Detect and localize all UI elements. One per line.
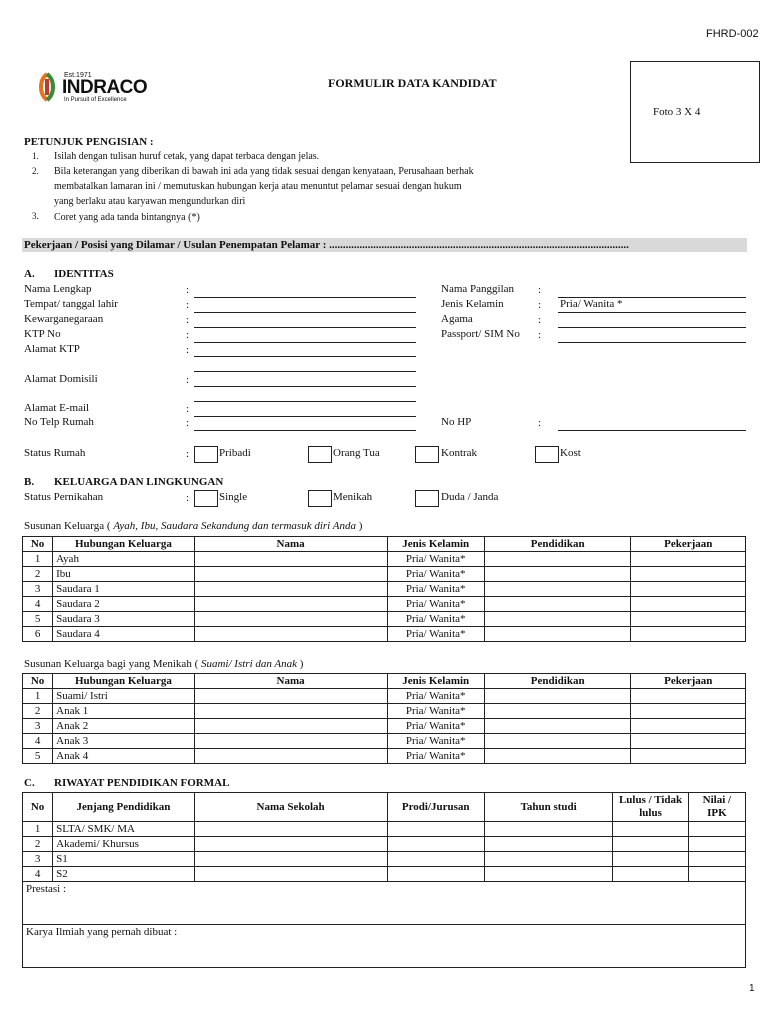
input-ktp[interactable] — [194, 342, 416, 343]
job-cell[interactable] — [631, 704, 746, 719]
table-row — [23, 689, 746, 704]
checkbox-kontrak[interactable] — [415, 446, 439, 463]
table-row — [23, 837, 746, 852]
row-number: 2 — [23, 704, 53, 719]
row-number: 5 — [23, 749, 53, 764]
table-row — [23, 719, 746, 734]
checkbox-menikah[interactable] — [308, 490, 332, 507]
years-cell[interactable] — [484, 867, 613, 882]
input-alamat-ktp-2[interactable] — [194, 371, 416, 372]
col-header: Hubungan Keluarga — [53, 674, 195, 689]
option-duda-janda: Duda / Janda — [441, 491, 499, 503]
family-table-2-caption — [24, 658, 303, 670]
row-number: 5 — [23, 612, 53, 627]
row-number: 2 — [23, 567, 53, 582]
grade-cell[interactable] — [688, 867, 745, 882]
page-number: 1 — [749, 983, 755, 994]
relation-cell: Anak 1 — [53, 704, 195, 719]
major-cell[interactable] — [387, 852, 484, 867]
input-alamat-ktp-1[interactable] — [194, 356, 416, 357]
caption-italic: Suami/ Istri dan Anak — [200, 658, 298, 670]
name-cell[interactable] — [194, 582, 387, 597]
table-row — [23, 704, 746, 719]
section-c-num: C. — [24, 777, 35, 789]
level-cell: S1 — [53, 852, 195, 867]
relation-cell: Anak 3 — [53, 734, 195, 749]
name-cell[interactable] — [194, 734, 387, 749]
instruction-text-2a: Bila keterangan yang diberikan di bawah ini ada yang tidak sesuai dengan kenyataan, Perusahaan berhak — [54, 166, 474, 177]
education-cell[interactable] — [484, 704, 631, 719]
page-title: FORMULIR DATA KANDIDAT — [328, 76, 497, 90]
gender-cell[interactable]: Pria/ Wanita* — [387, 597, 484, 612]
row-number: 2 — [23, 837, 53, 852]
gender-cell[interactable]: Pria/ Wanita* — [387, 567, 484, 582]
col-header: Nama Sekolah — [194, 793, 387, 822]
relation-cell: Saudara 3 — [53, 612, 195, 627]
section-c-title: RIWAYAT PENDIDIKAN FORMAL — [54, 777, 230, 789]
input-no-hp[interactable] — [558, 430, 746, 431]
field-label-email: Alamat E-mail — [24, 402, 90, 414]
row-number: 4 — [23, 597, 53, 612]
name-cell[interactable] — [194, 612, 387, 627]
gender-cell[interactable]: Pria/ Wanita* — [387, 612, 484, 627]
caption-suffix: ) — [356, 520, 363, 532]
family-table-1-caption — [24, 520, 362, 532]
colon: : — [538, 417, 542, 429]
karya-row — [23, 925, 746, 968]
school-cell[interactable] — [194, 867, 387, 882]
photo-box — [630, 61, 760, 163]
gender-cell[interactable]: Pria/ Wanita* — [387, 734, 484, 749]
instruction-text-2b: membatalkan lamaran ini / memutuskan hubungan kerja atau menuntut pelamar sesuai dengan hukum — [54, 181, 462, 192]
grade-cell[interactable] — [688, 822, 745, 837]
gender-cell[interactable]: Pria/ Wanita* — [387, 689, 484, 704]
table-row — [23, 749, 746, 764]
job-cell[interactable] — [631, 612, 746, 627]
input-agama[interactable] — [558, 327, 746, 328]
job-cell[interactable] — [631, 749, 746, 764]
caption-italic: Ayah, Ibu, Saudara Sekandung dan termasuk diri Anda — [113, 520, 357, 532]
row-number: 3 — [23, 719, 53, 734]
row-number: 3 — [23, 852, 53, 867]
status-rumah-label: Status Rumah — [24, 447, 86, 459]
level-cell: S2 — [53, 867, 195, 882]
grade-cell[interactable] — [688, 852, 745, 867]
level-cell: SLTA/ SMK/ MA — [53, 822, 195, 837]
relation-cell: Ibu — [53, 567, 195, 582]
row-number: 4 — [23, 867, 53, 882]
input-kewarganegaraan[interactable] — [194, 327, 416, 328]
colon: : — [186, 299, 190, 311]
option-pribadi: Pribadi — [219, 447, 251, 459]
job-cell[interactable] — [631, 582, 746, 597]
option-kost: Kost — [560, 447, 581, 459]
family-table-1 — [22, 536, 746, 642]
education-cell[interactable] — [484, 627, 631, 642]
input-telp-rumah[interactable] — [194, 430, 416, 431]
major-cell[interactable] — [387, 822, 484, 837]
section-b-title: KELUARGA DAN LINGKUNGAN — [54, 476, 224, 488]
section-a-title: IDENTITAS — [54, 268, 114, 280]
field-label-kewarganegaraan: Kewarganegaraan — [24, 313, 104, 325]
job-cell[interactable] — [631, 597, 746, 612]
marital-label: Status Pernikahan — [24, 491, 104, 503]
major-cell[interactable] — [387, 867, 484, 882]
graduated-cell[interactable] — [613, 822, 688, 837]
table-row — [23, 627, 746, 642]
job-cell[interactable] — [631, 719, 746, 734]
row-number: 4 — [23, 734, 53, 749]
row-number: 1 — [23, 689, 53, 704]
field-label-ktp: KTP No — [24, 328, 61, 340]
col-header: Jenis Kelamin — [387, 674, 484, 689]
prestasi-field[interactable]: Prestasi : — [23, 882, 746, 925]
input-email[interactable] — [194, 416, 416, 417]
job-cell[interactable] — [631, 734, 746, 749]
col-header: Jenjang Pendidikan — [53, 793, 195, 822]
field-label-nama-lengkap: Nama Lengkap — [24, 283, 92, 295]
col-header: Prodi/Jurusan — [387, 793, 484, 822]
gender-cell[interactable]: Pria/ Wanita* — [387, 582, 484, 597]
name-cell[interactable] — [194, 552, 387, 567]
colon: : — [186, 417, 190, 429]
job-cell[interactable] — [631, 627, 746, 642]
name-cell[interactable] — [194, 689, 387, 704]
col-header: Lulus / Tidak lulus — [613, 793, 688, 822]
graduated-cell[interactable] — [613, 867, 688, 882]
col-header: Nama — [194, 674, 387, 689]
checkbox-single[interactable] — [194, 490, 218, 507]
input-tempat-lahir[interactable] — [194, 312, 416, 313]
col-header: Jenis Kelamin — [387, 537, 484, 552]
instruction-text-1: Isilah dengan tulisan huruf cetak, yang dapat terbaca dengan jelas. — [54, 151, 320, 162]
table-row — [23, 852, 746, 867]
position-banner[interactable]: Pekerjaan / Posisi yang Dilamar / Usulan Penempatan Pelamar : ............................................................................................................. — [22, 238, 747, 252]
input-alamat-domisili-1[interactable] — [194, 386, 416, 387]
field-label-no-hp: No HP — [441, 416, 472, 428]
school-cell[interactable] — [194, 837, 387, 852]
logo-est: Est.1971 — [64, 72, 92, 79]
relation-cell: Saudara 4 — [53, 627, 195, 642]
major-cell[interactable] — [387, 837, 484, 852]
graduated-cell[interactable] — [613, 852, 688, 867]
grade-cell[interactable] — [688, 837, 745, 852]
field-label-alamat-ktp: Alamat KTP — [24, 343, 80, 355]
education-cell[interactable] — [484, 552, 631, 567]
field-label-tempat-lahir: Tempat/ tanggal lahir — [24, 298, 118, 310]
option-orang-tua: Orang Tua — [333, 447, 380, 459]
colon: : — [186, 344, 190, 356]
checkbox-kost[interactable] — [535, 446, 559, 463]
relation-cell: Saudara 2 — [53, 597, 195, 612]
colon: : — [538, 299, 542, 311]
table-row — [23, 867, 746, 882]
row-number: 1 — [23, 822, 53, 837]
colon: : — [538, 329, 542, 341]
instruction-num-1: 1. — [32, 151, 39, 161]
table-row — [23, 567, 746, 582]
photo-box-label: Foto 3 X 4 — [653, 106, 701, 118]
table-row — [23, 822, 746, 837]
logo-tagline: In Pursuit of Excellence — [64, 97, 127, 103]
table-row — [23, 552, 746, 567]
gender-cell[interactable]: Pria/ Wanita* — [387, 749, 484, 764]
job-cell[interactable] — [631, 689, 746, 704]
relation-cell: Suami/ Istri — [53, 689, 195, 704]
education-cell[interactable] — [484, 582, 631, 597]
job-cell[interactable] — [631, 552, 746, 567]
colon: : — [186, 492, 190, 504]
table-header-row — [23, 674, 746, 689]
table-row — [23, 582, 746, 597]
col-header: Pendidikan — [484, 537, 631, 552]
graduated-cell[interactable] — [613, 837, 688, 852]
section-b-num: B. — [24, 476, 35, 488]
input-jenis-kelamin — [558, 312, 746, 313]
col-header: Nilai / IPK — [688, 793, 745, 822]
education-table — [22, 792, 746, 968]
col-header: Hubungan Keluarga — [53, 537, 195, 552]
field-label-agama: Agama — [441, 313, 473, 325]
colon: : — [186, 284, 190, 296]
gender-cell[interactable]: Pria/ Wanita* — [387, 552, 484, 567]
relation-cell: Saudara 1 — [53, 582, 195, 597]
col-header: Nama — [194, 537, 387, 552]
education-cell[interactable] — [484, 749, 631, 764]
checkbox-duda-janda[interactable] — [415, 490, 439, 507]
instruction-num-2: 2. — [32, 166, 39, 176]
relation-cell: Ayah — [53, 552, 195, 567]
instruction-text-2c: yang berlaku atau karyawan mengundurkan diri — [54, 196, 246, 207]
col-header: Pekerjaan — [631, 674, 746, 689]
table-header-row — [23, 537, 746, 552]
prestasi-row — [23, 882, 746, 925]
colon: : — [186, 374, 190, 386]
section-a-num: A. — [24, 268, 35, 280]
field-label-jenis-kelamin: Jenis Kelamin — [441, 298, 504, 310]
col-header: Pendidikan — [484, 674, 631, 689]
input-alamat-domisili-2[interactable] — [194, 401, 416, 402]
colon: : — [186, 448, 190, 460]
instruction-text-3: Coret yang ada tanda bintangnya (*) — [54, 212, 200, 223]
years-cell[interactable] — [484, 837, 613, 852]
name-cell[interactable] — [194, 627, 387, 642]
school-cell[interactable] — [194, 852, 387, 867]
field-label-telp-rumah: No Telp Rumah — [24, 416, 94, 428]
row-number: 1 — [23, 552, 53, 567]
relation-cell: Anak 4 — [53, 749, 195, 764]
karya-field[interactable]: Karya Ilmiah yang pernah dibuat : — [23, 925, 746, 968]
education-cell[interactable] — [484, 689, 631, 704]
education-cell[interactable] — [484, 612, 631, 627]
job-cell[interactable] — [631, 567, 746, 582]
row-number: 3 — [23, 582, 53, 597]
colon: : — [538, 314, 542, 326]
field-label-alamat-domisili: Alamat Domisili — [24, 373, 98, 385]
colon: : — [186, 314, 190, 326]
colon: : — [538, 284, 542, 296]
input-passport[interactable] — [558, 342, 746, 343]
instructions-heading: PETUNJUK PENGISIAN : — [24, 136, 154, 148]
gender-cell[interactable]: Pria/ Wanita* — [387, 719, 484, 734]
field-label-nama-panggilan: Nama Panggilan — [441, 283, 515, 295]
name-cell[interactable] — [194, 704, 387, 719]
table-row — [23, 734, 746, 749]
col-header: No — [23, 793, 53, 822]
indraco-logo-icon — [36, 72, 58, 102]
colon: : — [186, 403, 190, 415]
gender-cell[interactable]: Pria/ Wanita* — [387, 627, 484, 642]
input-nama-lengkap[interactable] — [194, 297, 416, 298]
gender-option[interactable]: Pria/ Wanita * — [560, 298, 623, 310]
education-cell[interactable] — [484, 567, 631, 582]
option-kontrak: Kontrak — [441, 447, 478, 459]
education-cell[interactable] — [484, 719, 631, 734]
years-cell[interactable] — [484, 822, 613, 837]
education-cell[interactable] — [484, 734, 631, 749]
col-header: No — [23, 674, 53, 689]
caption-suffix: ) — [297, 658, 304, 670]
col-header: Tahun studi — [484, 793, 613, 822]
instruction-num-3: 3. — [32, 211, 39, 221]
caption-prefix: Susunan Keluarga bagi yang Menikah ( — [24, 658, 201, 670]
table-header-row — [23, 793, 746, 822]
checkbox-orang-tua[interactable] — [308, 446, 332, 463]
years-cell[interactable] — [484, 852, 613, 867]
colon: : — [186, 329, 190, 341]
name-cell[interactable] — [194, 749, 387, 764]
table-row — [23, 597, 746, 612]
col-header: No — [23, 537, 53, 552]
field-label-passport: Passport/ SIM No — [441, 328, 520, 340]
name-cell[interactable] — [194, 597, 387, 612]
name-cell[interactable] — [194, 719, 387, 734]
logo-name: INDRACO — [62, 77, 148, 98]
education-cell[interactable] — [484, 597, 631, 612]
row-number: 6 — [23, 627, 53, 642]
caption-prefix: Susunan Keluarga ( — [24, 520, 114, 532]
option-single: Single — [219, 491, 248, 503]
name-cell[interactable] — [194, 567, 387, 582]
doc-code: FHRD-002 — [706, 28, 759, 40]
relation-cell: Anak 2 — [53, 719, 195, 734]
school-cell[interactable] — [194, 822, 387, 837]
checkbox-pribadi[interactable] — [194, 446, 218, 463]
family-table-2 — [22, 673, 746, 764]
option-menikah: Menikah — [333, 491, 373, 503]
level-cell: Akademi/ Khursus — [53, 837, 195, 852]
table-row — [23, 612, 746, 627]
gender-cell[interactable]: Pria/ Wanita* — [387, 704, 484, 719]
col-header: Pekerjaan — [631, 537, 746, 552]
